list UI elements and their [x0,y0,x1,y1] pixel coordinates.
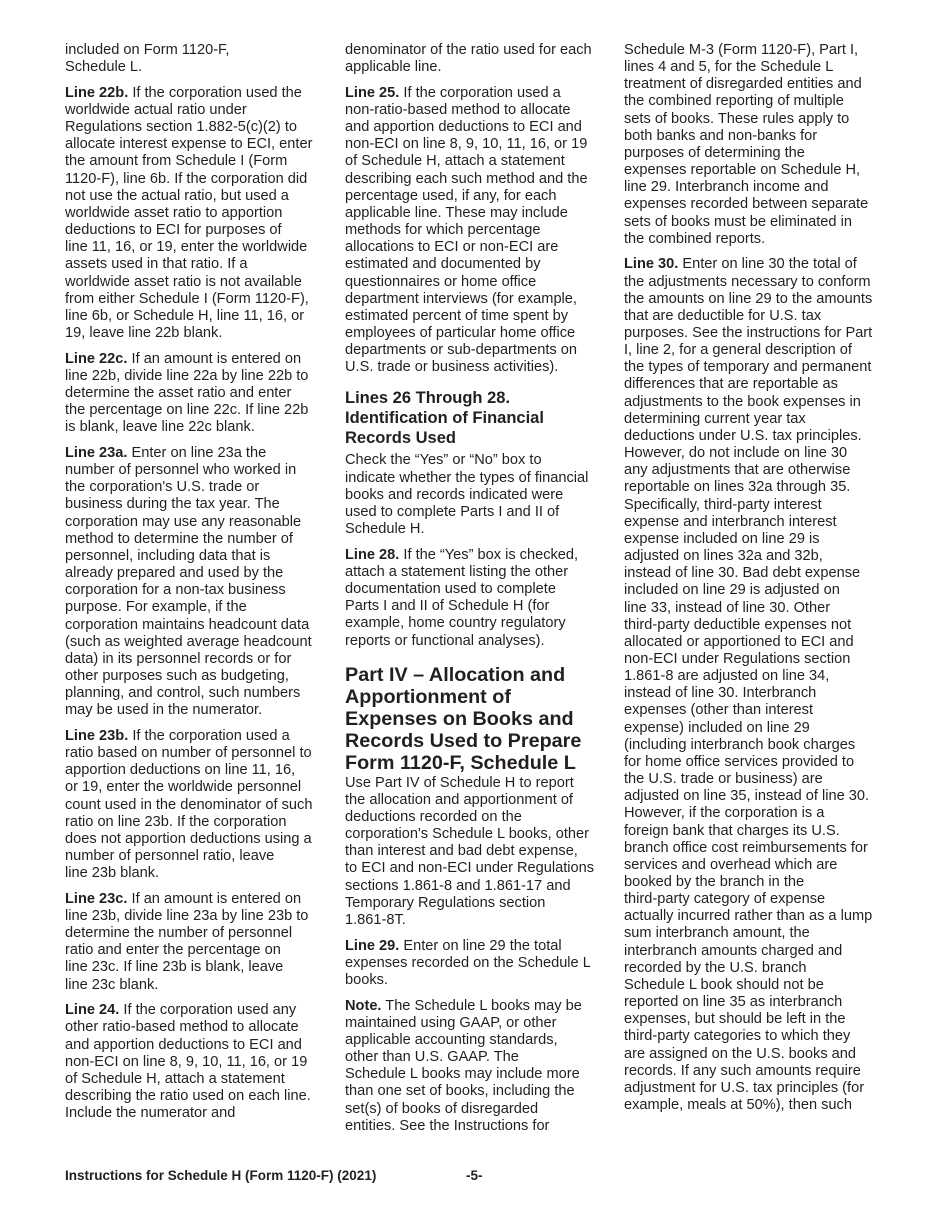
paragraph: Check the “Yes” or “No” box to indicate whether the types of financial books and records indicated were used to complete Parts I and II of Schedule H. [345,452,589,538]
text-column-2 [345,42,607,1143]
text-column-3 [624,42,888,1123]
paragraph-line-24 [65,1002,327,1122]
paragraph-body: Enter on line 23a the number of personnel who worked in the corporation's U.S. trade or business during the tax year. The corporation may use any reasonable method to determine the number of personnel, including data that is already prepared and used by the corporation for a non-tax business purpose. For example, if the corporation maintains headcount data (such as weighted average headcount data) in its personnel records or for other purposes such as budgeting, planning, and control, such numbers may be used in the numerator. [65,444,312,719]
paragraph-line-22b [65,85,327,342]
paragraph-line-28 [345,547,607,650]
paragraph-body: Enter on line 29 the total expenses recorded on the Schedule L books. [345,937,591,988]
paragraph-body: If the corporation used a non-ratio-based method to allocate and apportion deductions to ECI and non-ECI on line 8, 9, 10, 11, 16, or 19 of Schedule H, attach a statement describing each such method and the percentage used, if any, for each applicable line. These may include methods for which percentage allocations to ECI or non-ECI are estimated and documented by questionnaires or home office department interviews (for example, estimated percent of time spent by employees of particular home office departments or sub-departments on U.S. trade or business activities). [345,84,588,376]
paragraph-lead: Line 23c. [65,890,128,907]
paragraph: Schedule M-3 (Form 1120-F), Part I, lines 4 and 5, for the Schedule L treatment of disregarded entities and the combined reporting of multiple sets of books. These rules apply to both banks and non-banks for purposes of determining the expenses reportable on Schedule H, line 29. Interbranch income and expenses recorded between separate sets of books must be eliminated in the combined reports. [624,42,869,247]
paragraph-body: If an amount is entered on line 22b, divide line 22a by line 22b to determine the asset ratio and enter the percentage on line 22c. If line 22b is blank, leave line 22c blank. [65,350,309,436]
paragraph-line-29 [345,938,607,989]
paragraph-line-23a [65,445,327,720]
part-iv-heading: Part IV – Allocation and Apportionment of Expenses on Books and Records Used to Prepare Form 1120-F, Schedule L [345,663,582,774]
paragraph-body: If an amount is entered on line 23b, divide line 23a by line 23b to determine the number of personnel ratio and enter the percentage on line 23c. If line 23b is blank, leave line 23c blank. [65,890,309,993]
paragraph-line-22c [65,351,327,437]
paragraph-line-23c [65,891,327,994]
page-number: -5- [466,1168,483,1183]
paragraph-note [345,998,607,1135]
paragraph-lead: Line 24. [65,1002,120,1019]
paragraph-lead: Note. [345,997,382,1014]
paragraph-body: If the corporation used any other ratio-based method to allocate and apportion deductions to ECI and non-ECI on line 8, 9, 10, 11, 16, or 19 of Schedule H, attach a statement describing the ratio used on each line. Include the numerator and [65,1002,311,1122]
paragraph-line-23b [65,728,327,882]
paragraph-body: If the “Yes” box is checked, attach a statement listing the other documentation used to complete Parts I and II of Schedule H (for example, home country regulatory reports or functional analyses). [345,546,579,649]
paragraph: included on Form 1120-F, Schedule L. [65,42,230,76]
paragraph-lead: Line 28. [345,546,400,563]
section-heading-lines-26-28: Lines 26 Through 28. Identification of Financial Records Used [345,389,544,448]
paragraph-lead: Line 25. [345,84,400,101]
footer-title: Instructions for Schedule H (Form 1120-F) (2021) [65,1168,377,1183]
paragraph-lead: Line 23a. [65,444,128,461]
paragraph-body: The Schedule L books may be maintained using GAAP, or other applicable accounting standards, other than U.S. GAAP. The Schedule L books may include more than one set of books, including the set(s) of books of disregarded entities. See the Instructions for [345,997,582,1134]
paragraph-body: If the corporation used the worldwide actual ratio under Regulations section 1.882-5(c)(2) to allocate interest expense to ECI, enter the amount from Schedule I (Form 1120-F), line 6b. If the corporation did not use the actual ratio, but used a worldwide asset ratio to apportion deductions to ECI for purposes of line 11, 16, or 19, enter the worldwide assets used in that ratio. If a worldwide asset ratio is not available from either Schedule I (Form 1120-F), line 6b, or Schedule H, line 11, 16, or 19, leave line 22b blank. [65,84,313,341]
text-column-1 [65,42,327,1131]
paragraph-line-30 [624,256,888,1114]
paragraph: Use Part IV of Schedule H to report the allocation and apportionment of deductions recorded on the corporation's Schedule L books, other than interest and bad debt expense, to ECI and non-ECI under Regulations sections 1.861-8 and 1.861-17 and Temporary Regulations section 1.861-8T. [345,774,595,928]
paragraph-lead: Line 23b. [65,727,129,744]
paragraph-lead: Line 29. [345,937,400,954]
paragraph-body: If the corporation used a ratio based on number of personnel to apportion deductions on line 11, 16, or 19, enter the worldwide personnel count used in the denominator of such ratio on line 23b. If the corporation does not apportion deductions using a number of personnel ratio, leave line 23b blank. [65,727,313,882]
paragraph-lead: Line 22b. [65,84,129,101]
paragraph-body: Enter on line 30 the total of the adjustments necessary to conform the amounts on line 29 to the amounts that are deductible for U.S. tax purposes. See the instructions for Part I, line 2, for a general description of the types of temporary and permanent differences that are reportable as adjustments to the book expenses in determining current year tax deductions under U.S. tax principles. However, do not include on line 30 any adjustments that are otherwise reportable on lines 32a through 35. Specifically, third-party interest expense and interbranch interest expense included on line 29 is adjusted on lines 32a and 32b, instead of line 30. Bad debt expense included on line 29 is adjusted on line 33, instead of line 30. Other third-party deductible expenses not allocated or apportioned to ECI and non-ECI under Regulations section 1.861-8 are adjusted on line 34, instead of line 30. Interbranch expenses (other than interest expense) included on line 29 (including interbranch book charges for home office services provided to the U.S. trade or business) are adjusted on line 35, instead of line 30. However, if the corporation is a foreign bank that charges its U.S. branch office cost reimbursements for services and overhead which are booked by the branch in the third-party category of expense actually incurred rather than as a lump sum interbranch amount, the interbranch amounts charged and recorded by the U.S. branch Schedule L book should not be reported on line 35 as interbranch expenses, but should be left in the third-party categories to which they are assigned on the U.S. books and records. If any such amounts require adjustment for U.S. tax principles (for example, meals at 50%), then such [624,256,873,1114]
paragraph-line-25 [345,85,607,377]
paragraph-lead: Line 22c. [65,350,128,367]
paragraph-lead: Line 30. [624,256,679,273]
paragraph: denominator of the ratio used for each applicable line. [345,42,592,76]
